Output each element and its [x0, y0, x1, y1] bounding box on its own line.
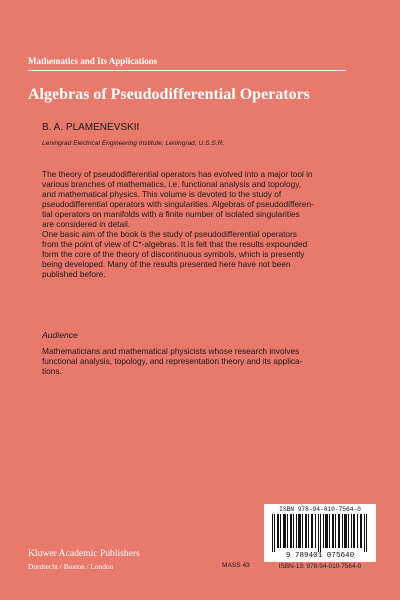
isbn-barcode-box — [264, 504, 376, 562]
isbn-top-label: ISBN 978-94-010-7564-0 — [279, 506, 361, 513]
audience-line: Mathematicians and mathematical physicists whose research involves — [42, 346, 300, 356]
description-paragraph-1 — [42, 169, 362, 229]
isbn-13-label: ISBN-13: 978-94-010-7564-0 — [278, 563, 362, 570]
description-line: tial operators on manifolds with a finite number of isolated singularities — [42, 209, 300, 219]
description-line: from the point of view of C*-algebras. It is felt that the results expounded — [42, 239, 308, 249]
audience-line: tions. — [42, 366, 62, 376]
series-title: Mathematics and Its Applications — [28, 56, 158, 66]
header-rule — [28, 70, 346, 71]
description-paragraph-2 — [42, 229, 362, 279]
book-description — [42, 169, 362, 279]
description-line: The theory of pseudodifferential operators has evolved into a major tool in — [42, 169, 313, 179]
barcode-icon — [272, 514, 368, 552]
description-line: One basic aim of the book is the study of pseudodifferential operators — [42, 229, 297, 239]
barcode-digits: 9 789401 075640 — [285, 552, 355, 560]
audience-text — [42, 346, 352, 376]
description-line: being developed. Many of the results presented here have not been — [42, 259, 291, 269]
author-affiliation: Leningrad Electrical Engineering Institute, Leningrad, U.S.S.R. — [42, 140, 225, 147]
description-line: are considered in detail. — [42, 219, 131, 229]
series-code: MASS 43 — [222, 562, 250, 569]
audience-heading: Audience — [42, 330, 78, 340]
description-line: pseudodifferential operators with singularities. Algebras of pseudodifferen- — [42, 199, 314, 209]
author-name: B. A. PLAMENEVSKII — [42, 122, 140, 133]
description-line: published before. — [42, 269, 106, 279]
book-title: Algebras of Pseudodifferential Operators — [28, 86, 310, 103]
publisher-name: Kluwer Academic Publishers — [28, 548, 140, 559]
audience-line: functional analysis, topology, and representation theory and its applica- — [42, 356, 303, 366]
description-line: various branches of mathematics, i.e. functional analysis and topology, — [42, 179, 302, 189]
description-line: and mathematical physics. This volume is devoted to the study of — [42, 189, 282, 199]
publisher-cities: Dordrecht / Boston / London — [28, 562, 114, 571]
description-line: form the core of the theory of discontinuous symbols, which is presently — [42, 249, 305, 259]
